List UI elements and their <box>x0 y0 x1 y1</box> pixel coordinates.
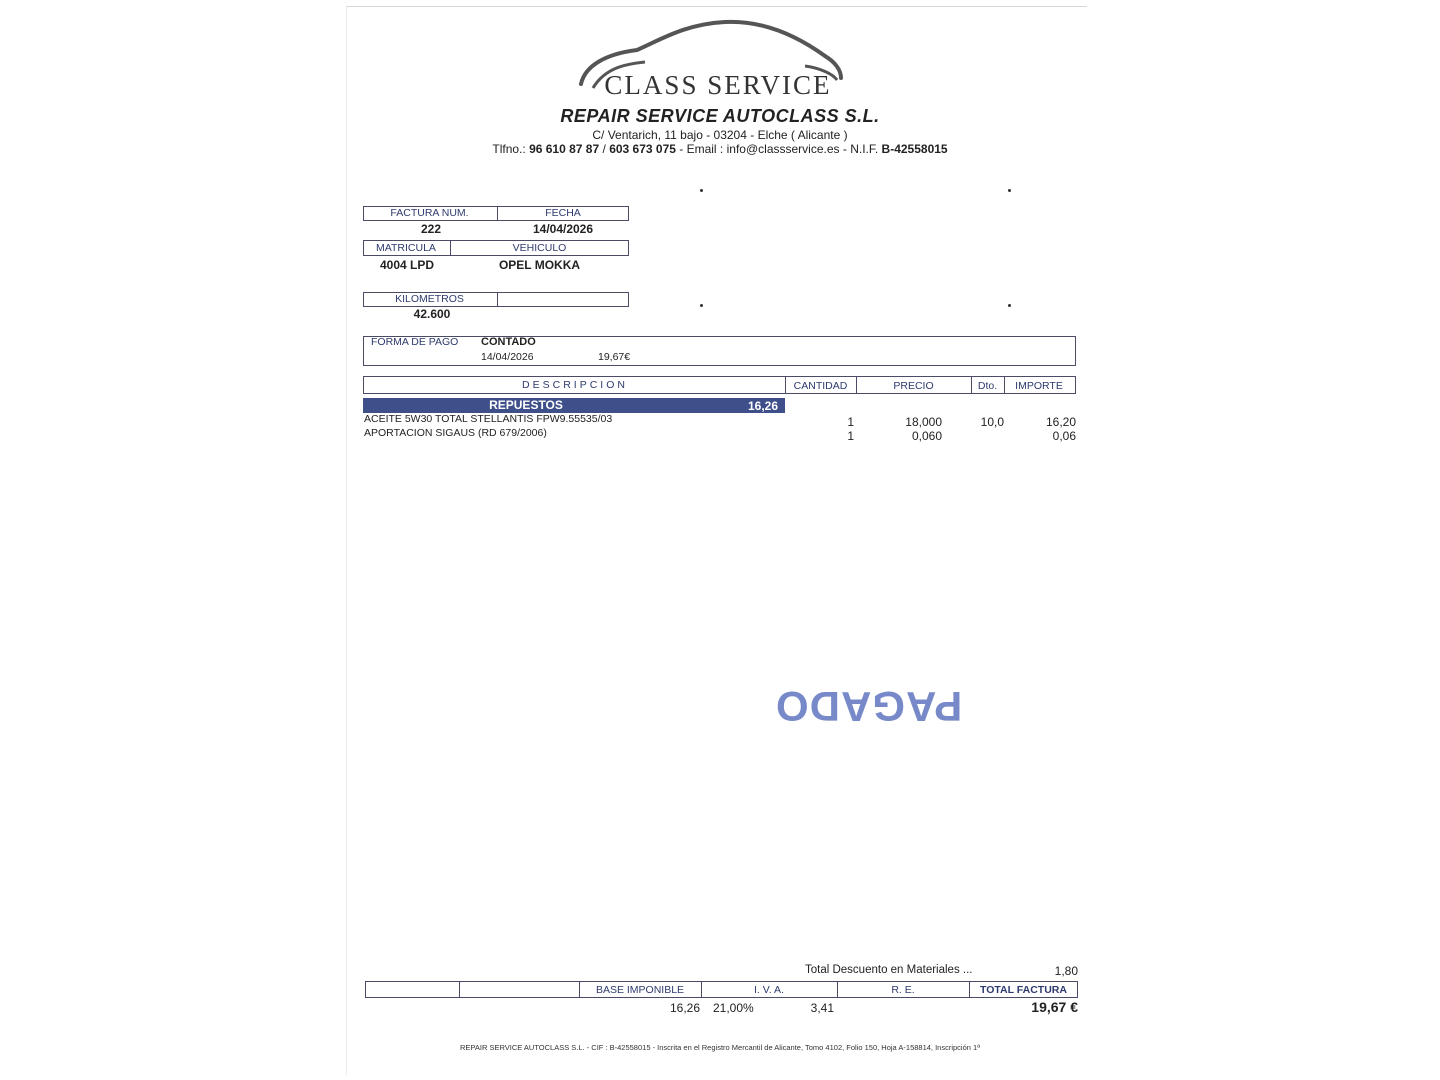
plate-label: MATRICULA <box>376 242 436 254</box>
phone-separator: / <box>602 142 606 156</box>
scan-dot <box>700 189 703 192</box>
nif-label: - N.I.F. <box>842 142 879 156</box>
column-amount: IMPORTE <box>1015 380 1063 392</box>
payment-amount: 19,67€ <box>598 351 631 363</box>
invoice-date-label: FECHA <box>545 207 581 219</box>
section-label: REPUESTOS <box>489 398 563 412</box>
total-value: 19,67 € <box>1031 999 1078 1015</box>
scan-dot <box>1008 304 1011 307</box>
row-amount: 16,20 <box>1045 415 1076 429</box>
discount-total-label: Total Descuento en Materiales ... <box>805 964 973 976</box>
re-label: R. E. <box>891 984 915 996</box>
discount-total-value: 1,80 <box>1054 964 1078 978</box>
base-value: 16,26 <box>669 1001 700 1015</box>
iva-label: I. V. A. <box>754 984 784 996</box>
vehicle-label: VEHICULO <box>512 242 567 254</box>
company-contact <box>0 142 1440 156</box>
row-quantity: 1 <box>847 429 854 443</box>
row-description: ACEITE 5W30 TOTAL STELLANTIS FPW9.55535/03 <box>364 413 613 425</box>
total-label: TOTAL FACTURA <box>980 984 1067 996</box>
company-address: C/ Ventarich, 11 bajo - 03204 - Elche ( Alicante ) <box>592 128 848 142</box>
nif-value: B-42558015 <box>881 142 948 156</box>
payment-label: FORMA DE PAGO <box>371 336 459 348</box>
column-description: DESCRIPCION <box>522 379 628 391</box>
column-quantity: CANTIDAD <box>793 380 848 392</box>
row-quantity: 1 <box>847 415 854 429</box>
scan-dot <box>1008 189 1011 192</box>
scan-dot <box>700 304 703 307</box>
payment-date: 14/04/2026 <box>481 351 534 363</box>
invoice-date: 14/04/2026 <box>532 222 594 236</box>
row-description: APORTACION SIGAUS (RD 679/2006) <box>364 427 547 439</box>
plate-value: 4004 LPD <box>379 258 435 272</box>
iva-value: 3,41 <box>810 1001 834 1015</box>
invoice-number-label: FACTURA NUM. <box>390 207 469 219</box>
km-value: 42.600 <box>413 307 451 321</box>
column-discount: Dto. <box>977 380 998 392</box>
row-price: 0,060 <box>911 429 942 443</box>
phone-label: Tlfno.: <box>492 142 526 156</box>
row-discount: 10,0 <box>980 415 1004 429</box>
iva-rate: 21,00% <box>713 1001 754 1015</box>
paid-stamp: PAGADO <box>775 683 963 730</box>
company-name: REPAIR SERVICE AUTOCLASS S.L. <box>560 106 880 126</box>
legal-footer: REPAIR SERVICE AUTOCLASS S.L. - CIF : B-42558015 - Inscrita en el Registro Mercantil de Alicante, Tomo 4102, Folio 150, Hoja A-158814, Inscripción 1ª <box>460 1043 980 1052</box>
invoice-number: 222 <box>420 222 442 236</box>
invoice-sheet <box>346 6 1087 1075</box>
row-amount: 0,06 <box>1052 429 1076 443</box>
email-link[interactable]: info@classservice.es <box>726 142 840 156</box>
phone-1: 96 610 87 87 <box>529 142 600 156</box>
vehicle-value: OPEL MOKKA <box>498 258 581 272</box>
phone-2: 603 673 075 <box>609 142 676 156</box>
km-label: KILOMETROS <box>395 293 464 305</box>
section-total: 16,26 <box>747 399 778 413</box>
base-label: BASE IMPONIBLE <box>595 984 685 996</box>
column-price: PRECIO <box>893 380 934 392</box>
email-label: - Email : <box>679 142 724 156</box>
payment-method: CONTADO <box>481 336 536 348</box>
payment-box <box>363 336 1076 366</box>
row-price: 18,000 <box>905 415 942 429</box>
logo-text: CLASS SERVICE <box>604 70 832 100</box>
